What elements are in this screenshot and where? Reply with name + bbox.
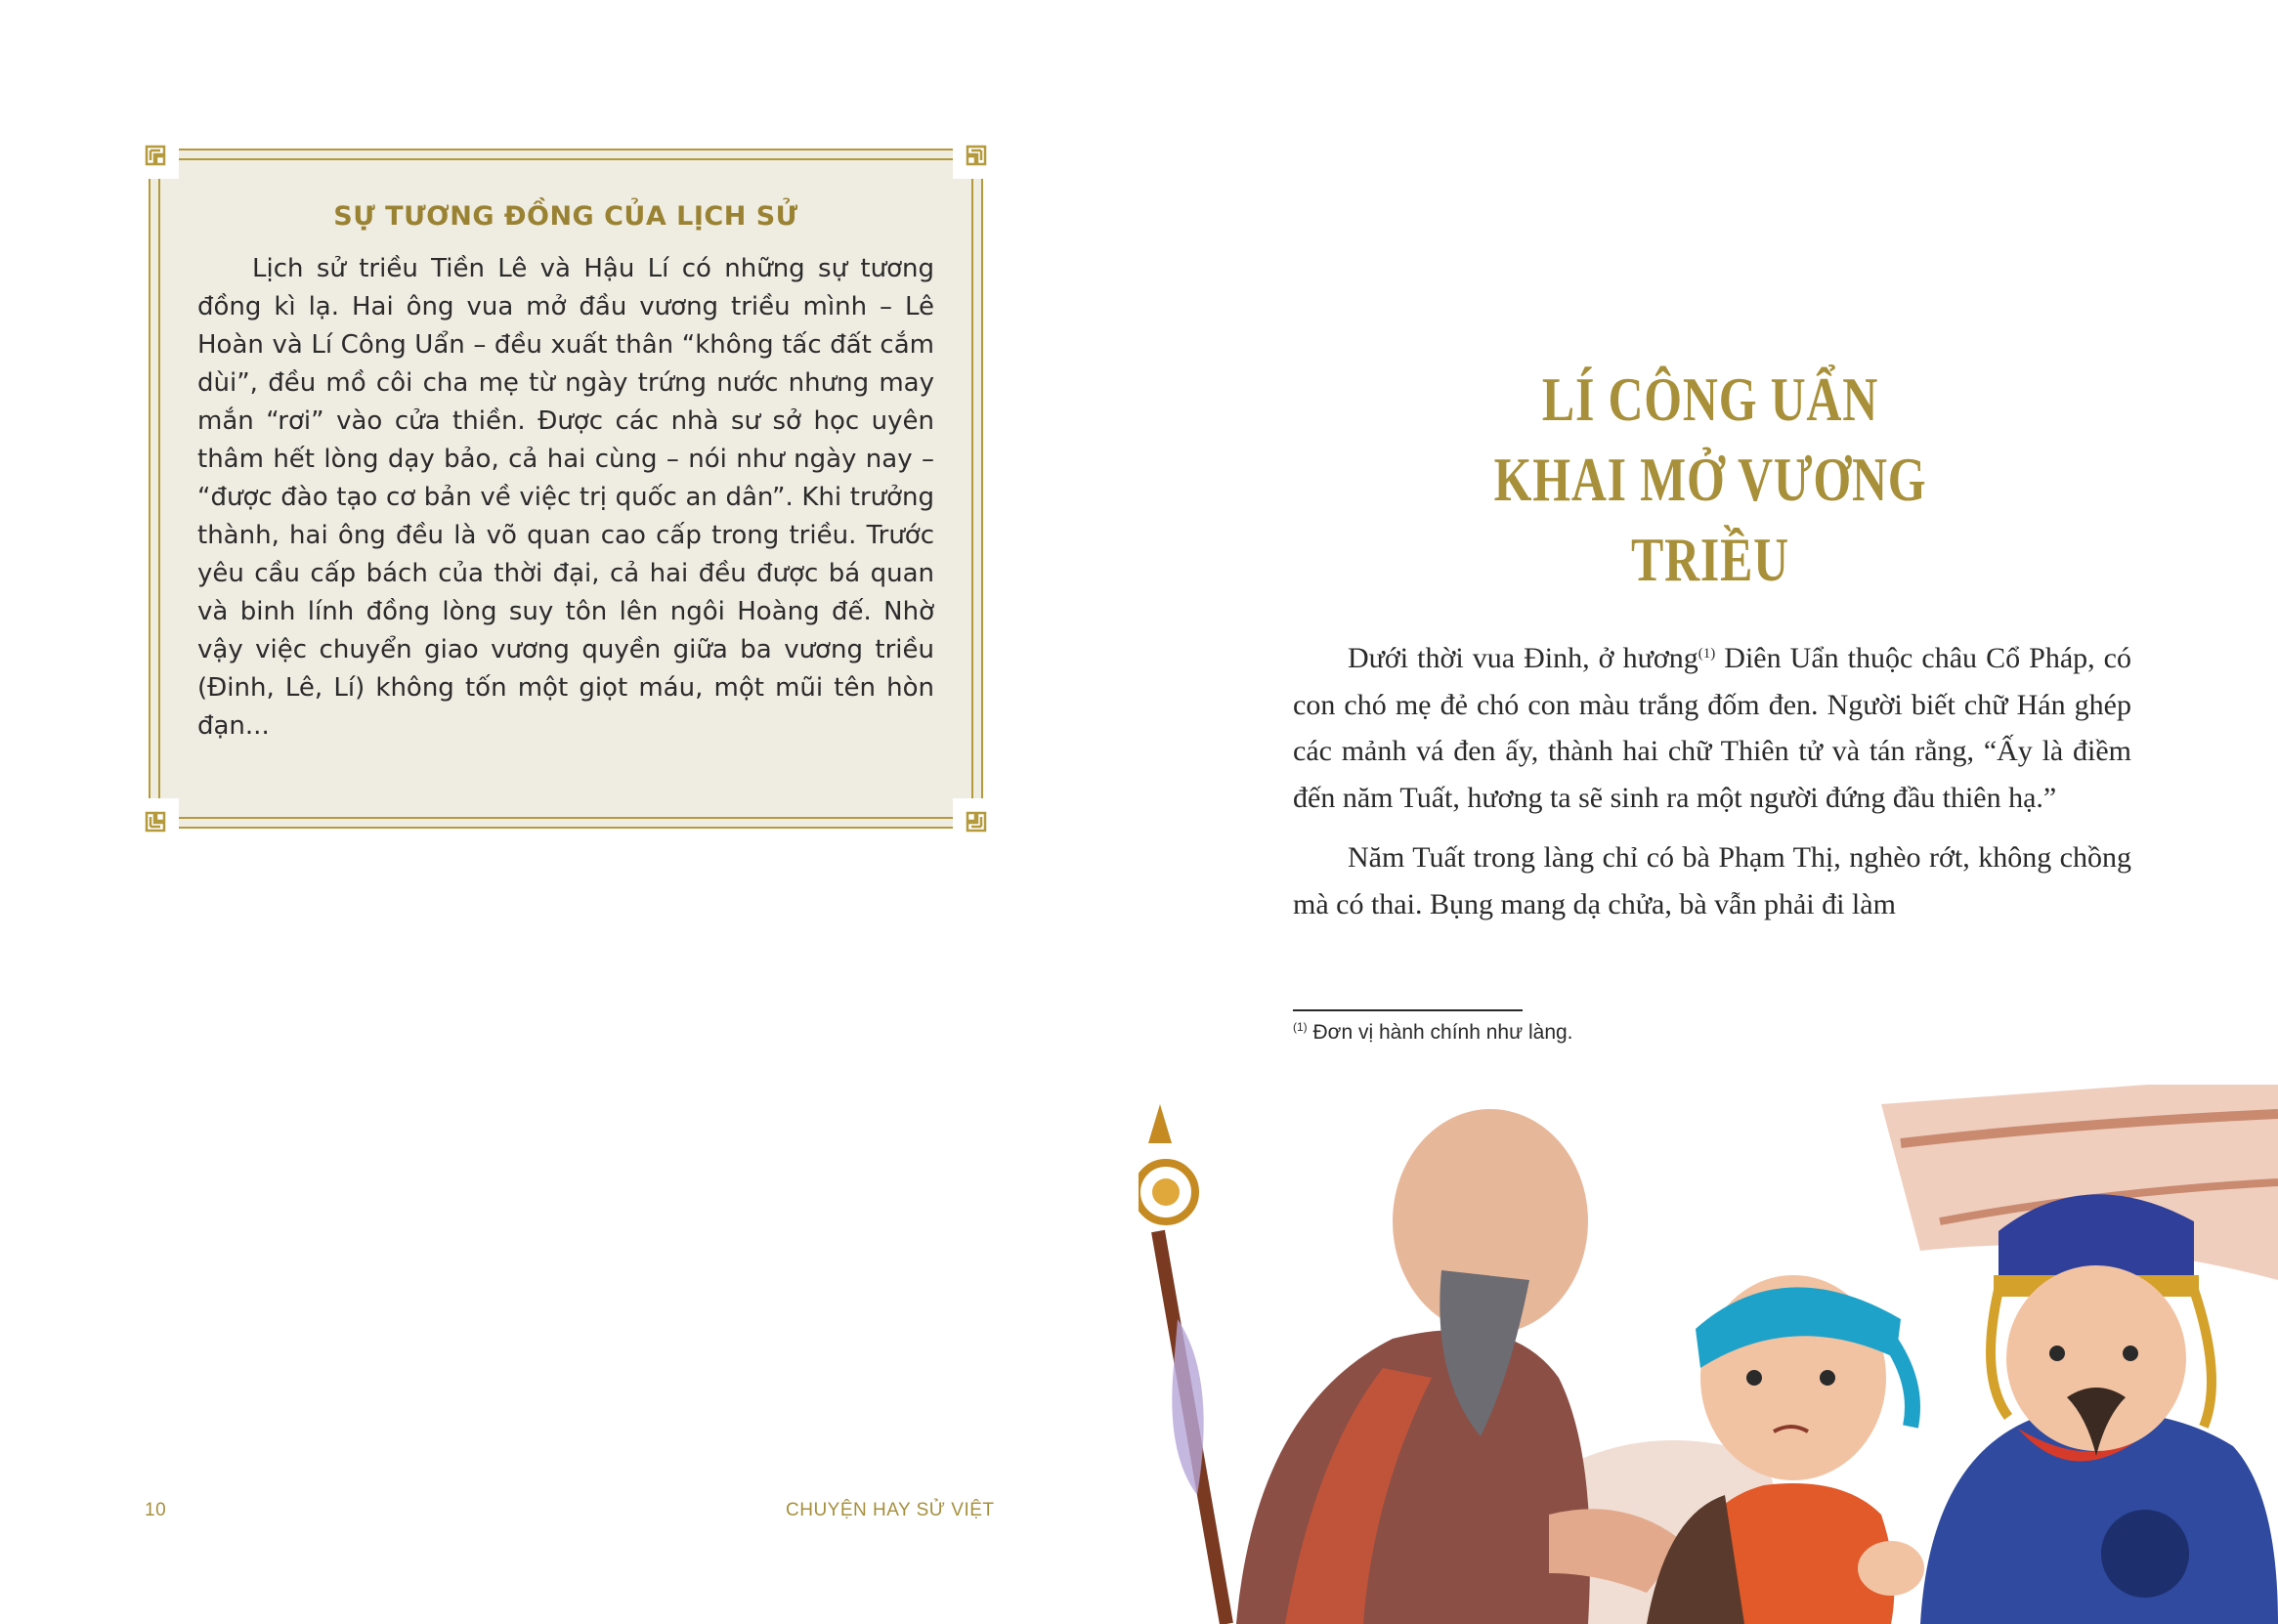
corner-ornament <box>143 143 180 180</box>
footnote-ref[interactable]: (1) <box>1698 646 1716 662</box>
paragraph-1-part-b: Diên Uẩn thuộc châu Cổ Pháp, có con chó mẹ đẻ chó con màu trắng đốm đen. Người biết chữ Hán ghép các mảnh vá đen ấy, thành hai chữ Thiên tử và tán rằng, “Ấy là điềm đến năm Tuất, hương ta sẽ sinh ra một người đứng đầu thiên hạ.” <box>1293 642 2132 814</box>
chapter-title-line2: KHAI MỞ VƯƠNG TRIỀU <box>1493 445 1927 594</box>
running-head: CHUYỆN HAY SỬ VIỆT <box>786 1500 995 1520</box>
footnote-text: Đơn vị hành chính như làng. <box>1312 1021 1573 1044</box>
body-text <box>1293 635 2131 941</box>
chapter-title <box>1428 360 1992 600</box>
corner-ornament <box>952 143 989 180</box>
page-number: 10 <box>145 1500 167 1520</box>
paragraph-1 <box>1293 635 2131 821</box>
corner-ornament <box>952 797 989 834</box>
paragraph-1-part-a: Dưới thời vua Đinh, ở hương <box>1348 642 1698 674</box>
chapter-title-line1: LÍ CÔNG UẨN <box>1541 364 1879 434</box>
illustration-monk-boy-official <box>1139 1085 2278 1624</box>
monk-robe <box>1236 1330 1590 1624</box>
sidebar-title: SỰ TƯƠNG ĐỒNG CỦA LỊCH SỬ <box>333 201 798 232</box>
footnote-marker: (1) <box>1293 1020 1308 1034</box>
footnote-rule <box>1293 1009 1523 1011</box>
footnote <box>1293 1021 1573 1045</box>
sidebar-text: Lịch sử triều Tiền Lê và Hậu Lí có những sự tương đồng kì lạ. Hai ông vua mở đầu vương triều mình – Lê Hoàn và Lí Công Uẩn – đều xuất thân “không tấc đất cắm dùi”, đều mồ côi cha mẹ từ ngày trứng nước nhưng may mắn “rơi” vào cửa thiền. Được các nhà sư sở học uyên thâm hết lòng dạy bảo, cả hai cùng – nói như ngày nay – “được đào tạo cơ bản về việc trị quốc an dân”. Khi trưởng thành, hai ông đều là võ quan cao cấp trong triều. Trước yêu cầu cấp bách của thời đại, cả hai đều được bá quan và binh lính đồng lòng suy tôn lên ngôi Hoàng đế. Nhờ vậy việc chuyển giao vương quyền giữa ba vương triều (Đinh, Lê, Lí) không tốn một giọt máu, một mũi tên hòn đạn... <box>197 254 934 741</box>
sidebar-box <box>149 149 983 829</box>
paragraph-2: Năm Tuất trong làng chỉ có bà Phạm Thị, nghèo rớt, không chồng mà có thai. Bụng mang dạ chửa, bà vẫn phải đi làm <box>1293 841 2131 920</box>
corner-ornament <box>143 797 180 834</box>
